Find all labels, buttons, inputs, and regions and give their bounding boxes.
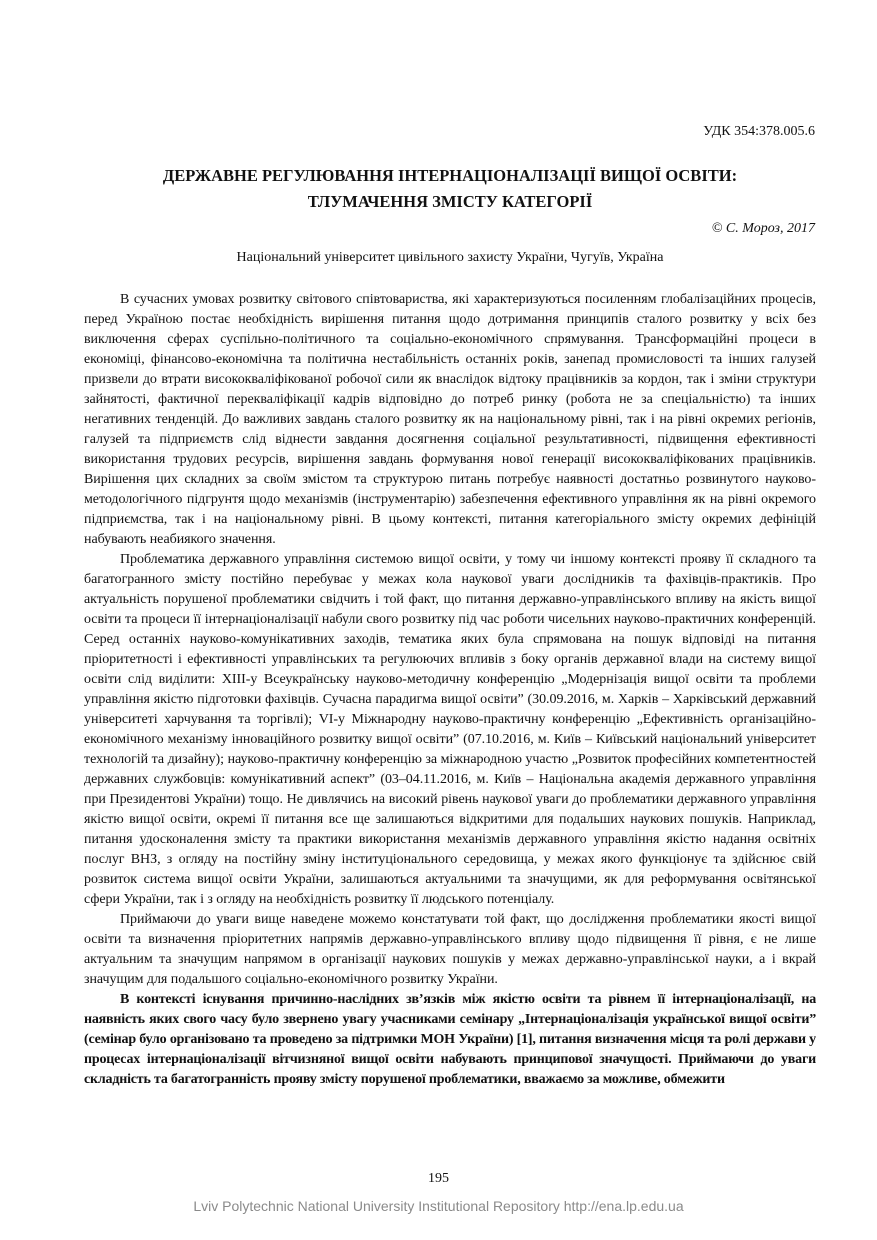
- paragraph-1: В сучасних умовах розвитку світового співтовариства, які характеризуються посиленням глобалізаційних процесів, перед Україною постає необхідність вирішення питання щодо дотримання принципів сталого розвитку у всіх без виключення сферах суспільно-політичного та соціально-економічного спрямування. Трансформаційні процеси в економіці, фінансово-економічна та політична нестабільність останніх років, занепад промисловості та інших галузей призвели до втрати висококваліфікованої робочої сили як внаслідок відтоку працівників за кордон, так і зміни структури зайнятості, фактичної перекваліфікації кадрів відповідно до потреб ринку (робота не за спеціальністю) та інших негативних тенденцій. До важливих завдань сталого розвитку як на національному рівні, так і на рівні окремих регіонів, галузей та підприємств слід віднести завдання досягнення соціальної результативності, підвищення ефективності використання трудових ресурсів, вирішення завдань формування нової генерації висококваліфікованих працівників. Вирішення цих складних за своїм змістом та структурою питань потребує наявності достатньо розвинутого науково-методологічного підгрунтя щодо механізмів (інструментарію) забезпечення ефективного управління як на рівні окремого підприємства, так і на національному рівні. В цьому контексті, питання категоріального змісту окремих дефініцій набувають неабиякого значення.: [84, 292, 816, 547]
- page-number: 195: [428, 1171, 449, 1186]
- paragraph-4-bold: В контексті існування причинно-наслідних зв’язків між якістю освіти та рівнем її інтернаціоналізації, на наявність яких свого часу було звернено увагу учасниками семінару „Інтернаціоналізація української вищої освіти” (семінар було організовано та проведено за підтримки МОН України) [1], питання визначення місця та ролі держави у процесах інтернаціоналізації вітчизняної вищої освіти набувають принципової значущості. Приймаючи до уваги складність та багатогранність прояву змісту порушеної проблематики, вважаємо за можливе, обмежити: [84, 992, 816, 1087]
- author-copyright: © С. Мороз, 2017: [711, 221, 815, 236]
- paragraph-2: Проблематика державного управління системою вищої освіти, у тому чи іншому контексті прояву її складного та багатогранного змісту постійно перебуває у межах кола наукової уваги дослідників та фахівців-практиків. Про актуальність порушеної проблематики свідчить і той факт, що питання державно-управлінського впливу на якість вищої освіти та процеси її інтернаціоналізації набули свого розвитку під час роботи чисельних науково-практичних конференцій. Серед останніх науково-комунікативних заходів, тематика яких була спрямована на пошук відповіді на питання пріоритетності і ефективності управлінських та регулюючих впливів з боку органів державної влади на систему вищої освіти слід виділити: ХІІІ-у Всеукраїнську науково-методичну конференцію „Модернізація вищої освіти та проблеми управління якістю підготовки фахівців. Сучасна парадигма вищої освіти” (30.09.2016, м. Харків – Харківський державний університеті харчування та торгівлі); VI-у Міжнародну науково-практичну конференцію „Ефективність організаційно-економічного механізму інноваційного розвитку вищої освіти” (07.10.2016, м. Київ – Київський національний університет технологій та дизайну); науково-практичну конференцію за міжнародною участю „Розвиток професійних компетентностей державних службовців: комунікативний аспект” (03–04.11.2016, м. Київ – Національна академія державного управління при Президентові України) тощо. Не дивлячись на високий рівень наукової уваги до проблематики державного управління якістю вищої освіти, окремі її питання все ще залишаються відкритими для подальших наукових пошуків. Наприклад, питання удосконалення змісту та практики використання механізмів державного управління якістю надання освітніх послуг ВНЗ, з огляду на постійну зміну інституціонального середовища, у межах якого функціонує та здійснює свій розвиток система вищої освіти України, залишаються актуальними та значущими, як для реформування освітянської сфери України, так і з огляду на необхідність розвитку її людського потенціалу.: [84, 552, 816, 907]
- article-body: [84, 290, 816, 1090]
- repository-footer: Lviv Polytechnic National University Institutional Repository http://ena.lp.edu.ua: [193, 1198, 684, 1214]
- author-affiliation: Національний університет цивільного захисту України, Чугуїв, Україна: [236, 250, 664, 265]
- title-line-1: ДЕРЖАВНЕ РЕГУЛЮВАННЯ ІНТЕРНАЦІОНАЛІЗАЦІЇ ВИЩОЇ ОСВІТИ:: [162, 166, 738, 185]
- article-title: [84, 163, 816, 215]
- paragraph-3: Приймаючи до уваги вище наведене можемо констатувати той факт, що дослідження проблематики якості вищої освіти та визначення пріоритетних напрямів державно-управлінського впливу щодо підвищення її рівня, є не лише актуальним та значущим напрямом в організації наукових пошуків у межах державно-управлінської науки, а і вкрай значущим для подальшого соціально-економічного розвитку України.: [84, 912, 816, 987]
- title-line-2: ТЛУМАЧЕННЯ ЗМІСТУ КАТЕГОРІЇ: [307, 192, 593, 211]
- udk-code: УДК 354:378.005.6: [703, 124, 815, 139]
